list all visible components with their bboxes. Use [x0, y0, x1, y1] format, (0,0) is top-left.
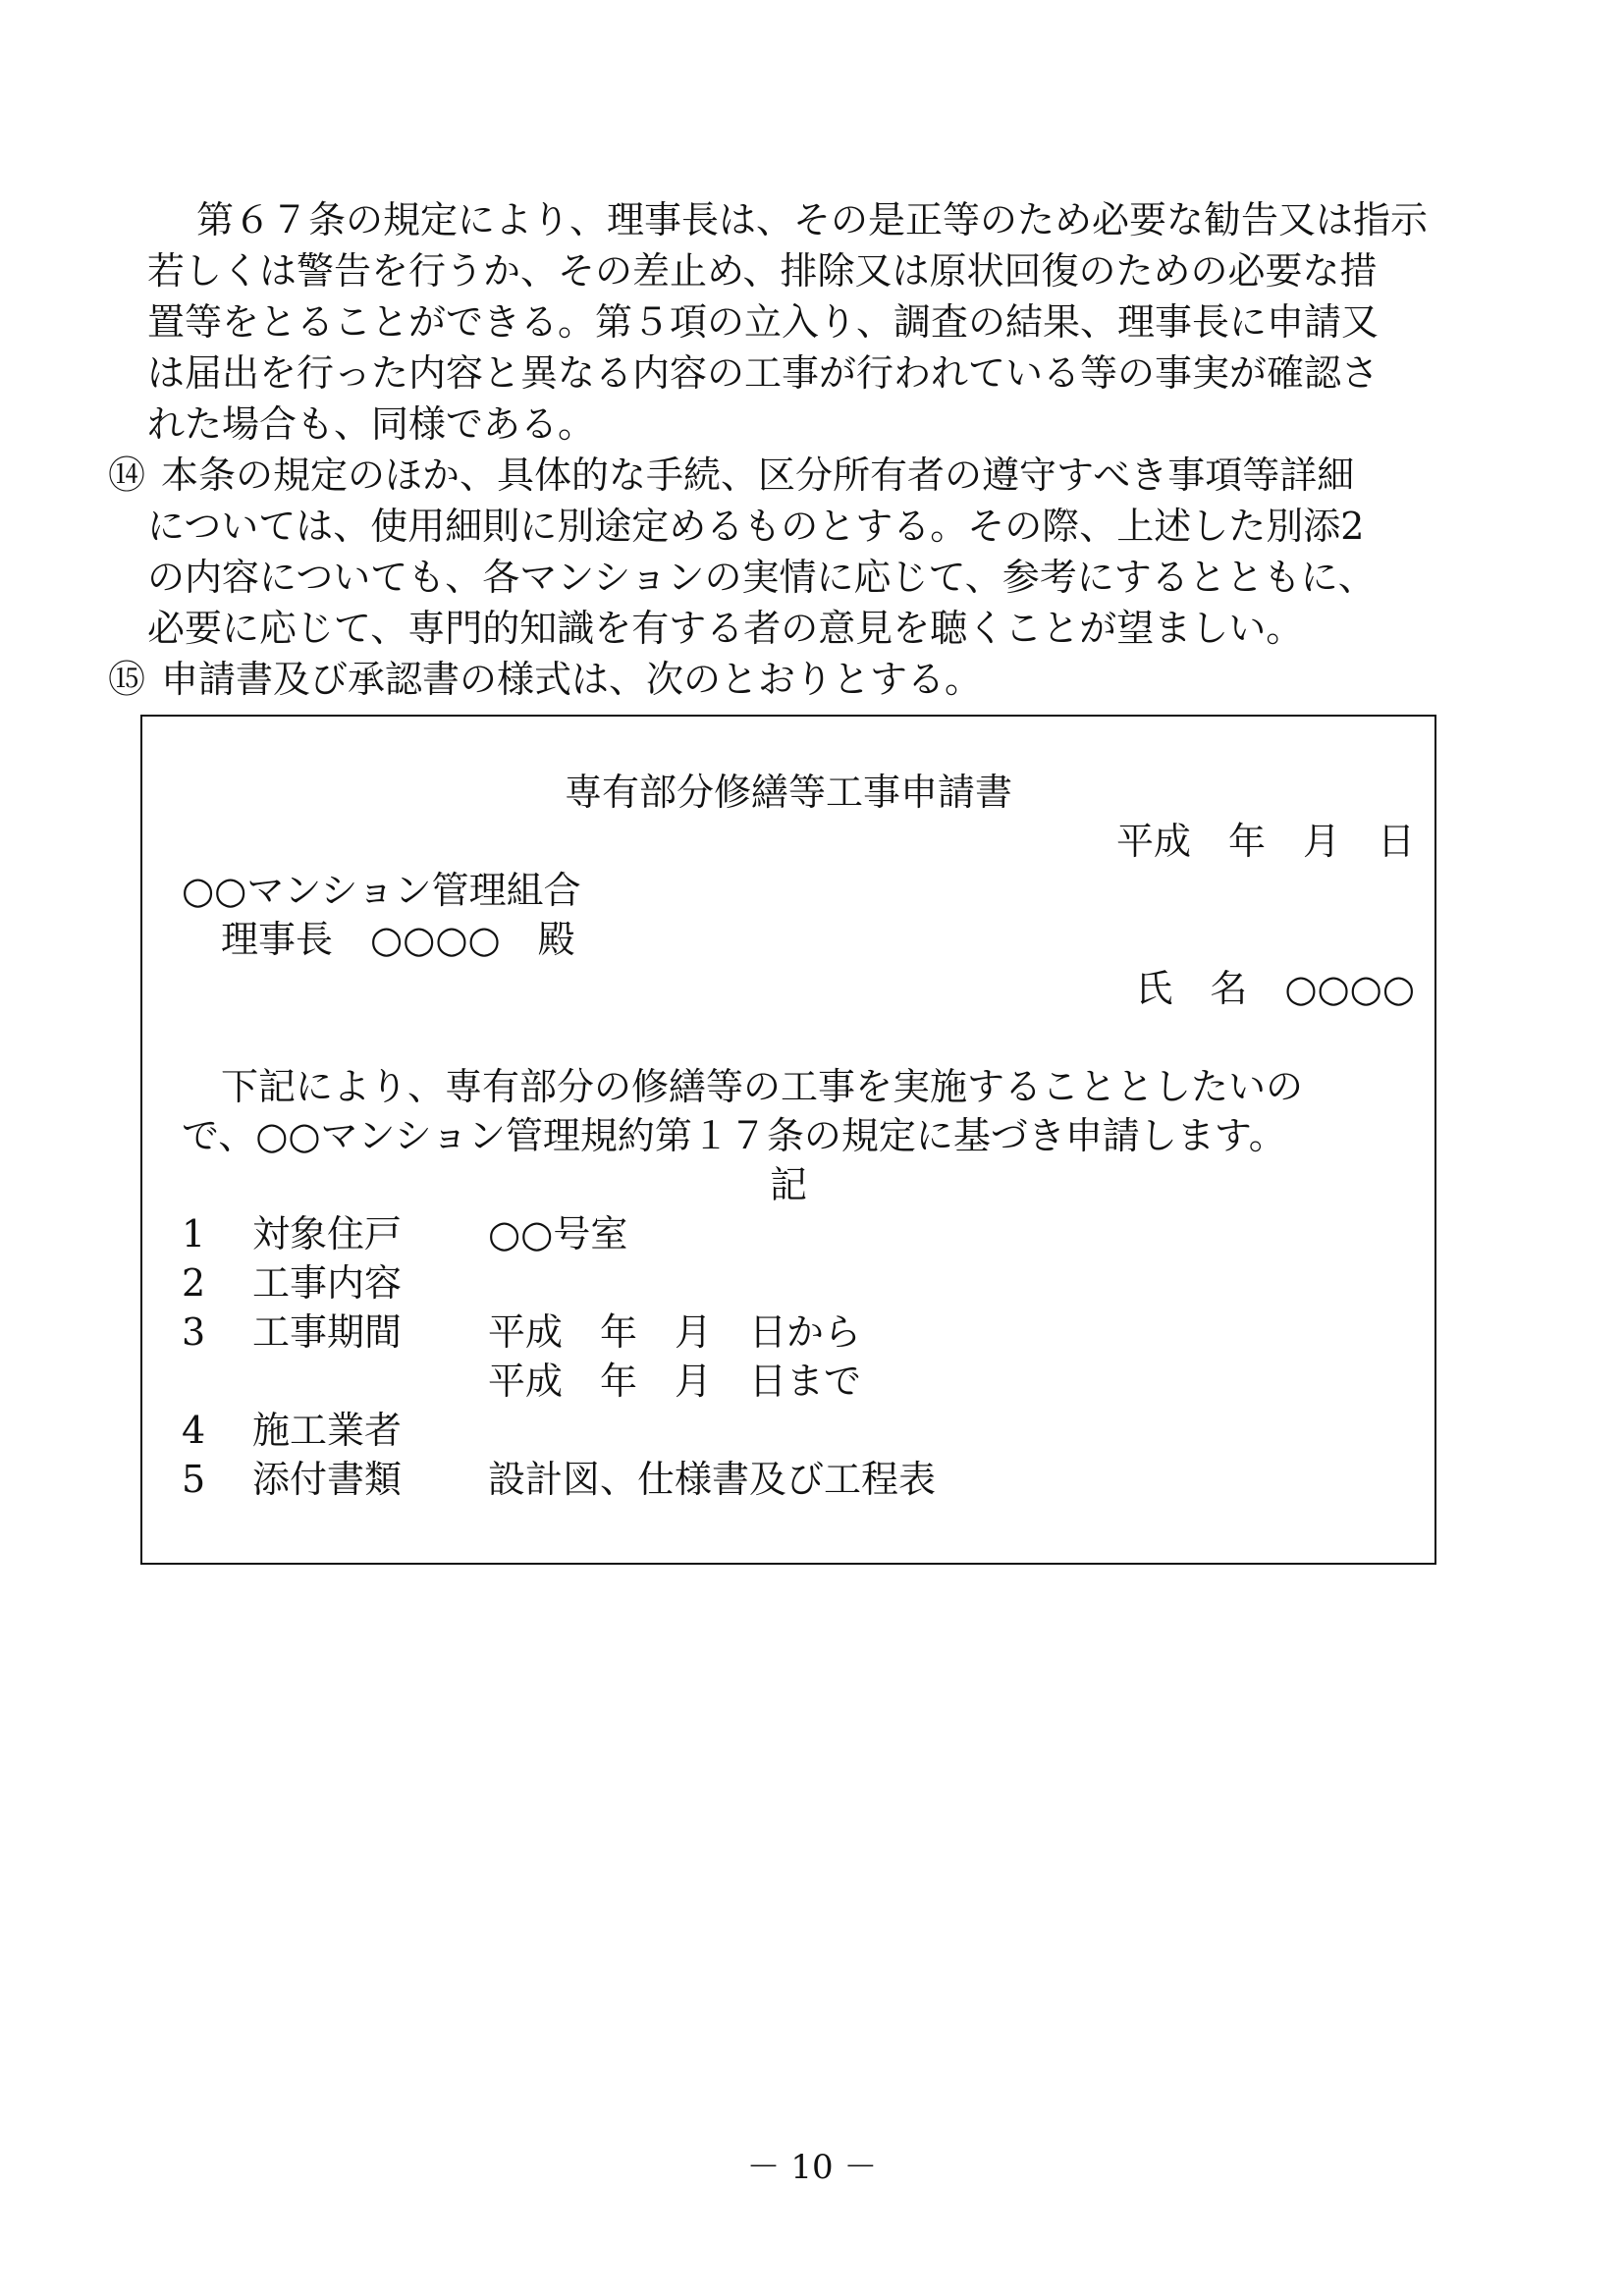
item-label: 対象住戸 — [252, 1212, 403, 1255]
statement-line: 下記により、専有部分の修繕等の工事を実施することとしたいの — [221, 1065, 1304, 1108]
recipient-title: 理事長 ○○○○ 殿 — [221, 918, 575, 961]
paragraph-15-text: 申請書及び承認書の様式は、次のとおりとする。 — [161, 658, 983, 701]
item-label: 工事期間 — [252, 1310, 403, 1354]
item-value: 平成 年 月 日から — [488, 1310, 862, 1354]
item-number: 3 — [182, 1310, 206, 1354]
form-item — [182, 1308, 861, 1357]
main-text — [108, 194, 1473, 705]
paragraph-13-line: 若しくは警告を行うか、その差止め、排除又は原状回復のための必要な措 — [147, 249, 1378, 293]
application-form — [140, 715, 1436, 1565]
item-number: 2 — [182, 1261, 206, 1305]
form-item — [182, 1258, 488, 1308]
recipient-org: ○○マンション管理組合 — [182, 869, 581, 912]
paragraph-13-line: は届出を行った内容と異なる内容の工事が行われている等の事実が確認さ — [147, 351, 1380, 395]
item-value: ○○号室 — [488, 1212, 628, 1255]
paragraph-13-line: 第６７条の規定により、理事長は、その是正等のため必要な勧告又は指示 — [196, 198, 1429, 241]
item-number: 1 — [182, 1212, 206, 1255]
item-number: 4 — [182, 1409, 206, 1452]
paragraph-14-line: については、使用細則に別途定めるものとする。その際、上述した別添2 — [147, 505, 1365, 548]
paragraph-13-line: れた場合も、同様である。 — [147, 402, 596, 446]
paragraph-14-first-line — [108, 450, 1473, 501]
item-value: 平成 年 月 日まで — [488, 1360, 862, 1403]
paragraph-14-line: の内容についても、各マンションの実情に応じて、参考にするとともに、 — [147, 556, 1376, 599]
paragraph-14-line: 本条の規定のほか、具体的な手続、区分所有者の遵守すべき事項等詳細 — [161, 454, 1355, 497]
form-item — [182, 1357, 861, 1406]
paragraph-14-line: 必要に応じて、専門的知識を有する者の意見を聴くことが望ましい。 — [147, 607, 1304, 650]
ki-heading: 記 — [769, 1163, 807, 1206]
form-item — [182, 1406, 488, 1455]
form-date: 平成 年 月 日 — [1115, 820, 1415, 863]
item-value: 設計図、仕様書及び工程表 — [488, 1458, 937, 1501]
paragraph-15-marker: ⑮ — [108, 658, 146, 701]
item-label: 添付書類 — [252, 1458, 403, 1501]
form-item — [182, 1209, 627, 1258]
form-item — [182, 1455, 936, 1504]
form-title: 専有部分修繕等工事申請書 — [564, 771, 1012, 814]
paragraph-13-line: 置等をとることができる。第５項の立入り、調査の結果、理事長に申請又 — [147, 300, 1380, 344]
item-label: 施工業者 — [252, 1409, 403, 1452]
paragraph-15 — [108, 654, 1473, 705]
item-number: 5 — [182, 1458, 206, 1501]
statement-line: で、○○マンション管理規約第１７条の規定に基づき申請します。 — [182, 1114, 1286, 1157]
page-number: － 10 － — [746, 2148, 878, 2187]
paragraph-14-marker: ⑭ — [108, 454, 146, 497]
item-label: 工事内容 — [252, 1261, 403, 1305]
applicant-name: 氏 名 ○○○○ — [1135, 967, 1415, 1010]
